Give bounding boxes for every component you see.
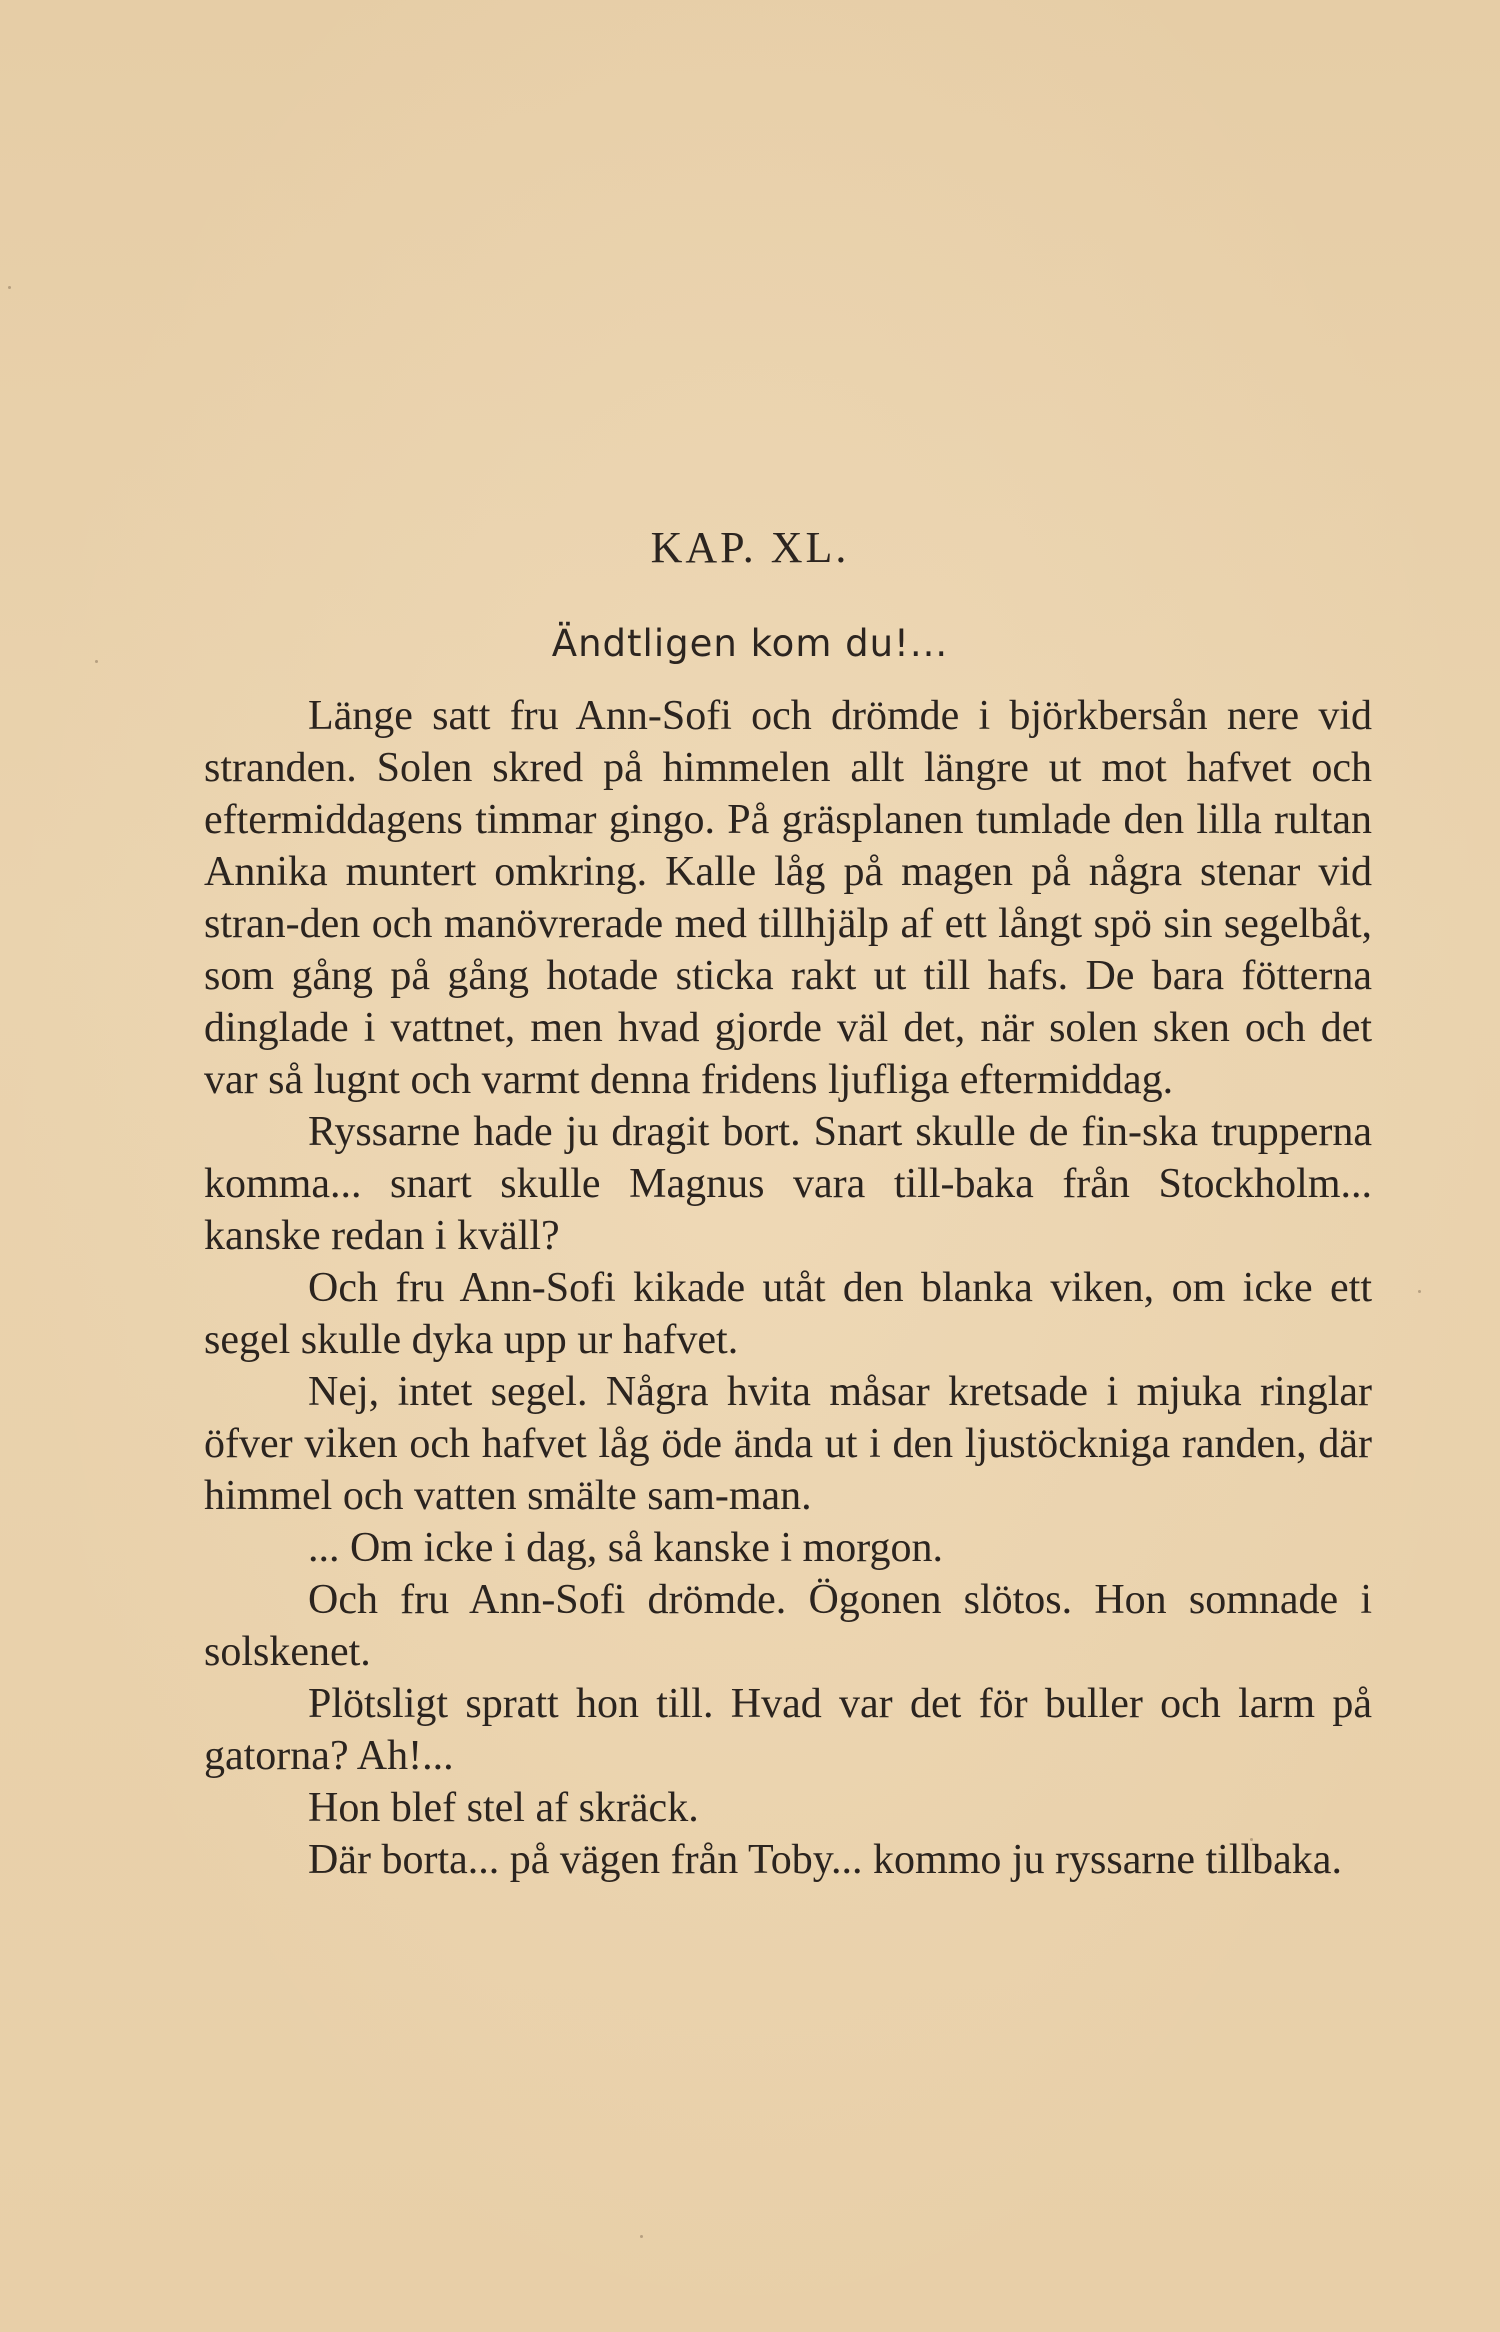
paragraph: Där borta... på vägen från Toby... kommo ju ryssarne tillbaka. (308, 1837, 1342, 1883)
chapter-subtitle: Ändtligen kom du!... (551, 622, 949, 665)
paper-speck (1418, 1290, 1421, 1293)
paragraph: Och fru Ann-Sofi drömde. Ögonen slötos. Hon somnade i solskenet. (204, 1577, 1372, 1675)
paragraph: Och fru Ann-Sofi kikade utåt den blanka viken, om icke ett segel skulle dyka upp ur hafvet. (204, 1265, 1372, 1363)
paragraph: Hon blef stel af skräck. (308, 1785, 699, 1831)
paper-speck (640, 2235, 643, 2238)
paper-speck (8, 286, 11, 289)
paragraph: Plötsligt spratt hon till. Hvad var det för buller och larm på gatorna? Ah!... (204, 1681, 1372, 1779)
paragraph: Länge satt fru Ann-Sofi och drömde i björkbersån nere vid stranden. Solen skred på himmelen allt längre ut mot hafvet och eftermiddagens timmar gingo. På gräsplanen tumlade den lilla rultan Annika muntert omkring. Kalle låg på magen på några stenar vid stran-den och manövrerade med tillhjälp af ett långt spö sin segelbåt, som gång på gång hotade sticka rakt ut till hafs. De bara fötterna dinglade i vattnet, men hvad gjorde väl det, när solen sken och det var så lugnt och varmt denna fridens ljufliga eftermiddag. (204, 693, 1372, 1103)
chapter-body (204, 690, 1372, 1886)
paragraph: Nej, intet segel. Några hvita måsar kretsade i mjuka ringlar öfver viken och hafvet låg öde ända ut i den ljustöckniga randen, där himmel och vatten smälte sam-man. (204, 1369, 1372, 1519)
paragraph: Ryssarne hade ju dragit bort. Snart skulle de fin-ska trupperna komma... snart skulle Magnus vara till-baka från Stockholm... kanske redan i kväll? (204, 1109, 1372, 1259)
chapter-heading: KAP. XL. (650, 523, 850, 572)
paragraph: ... Om icke i dag, så kanske i morgon. (308, 1525, 943, 1571)
